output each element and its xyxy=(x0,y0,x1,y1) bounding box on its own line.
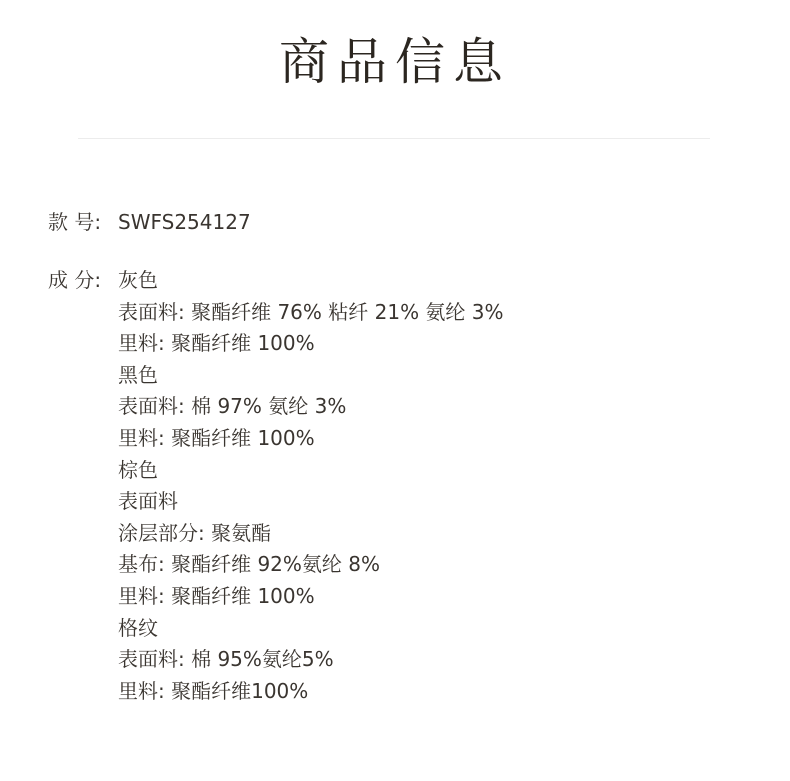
composition-line: 表面料 xyxy=(118,489,178,514)
composition-line: 里料: 聚酯纤维 100% xyxy=(118,583,315,608)
composition-line: 灰色 xyxy=(118,268,158,292)
title-divider xyxy=(78,138,710,139)
composition-line: 里料: 聚酯纤维 100% xyxy=(118,425,315,450)
composition-line: 基布: 聚酯纤维 92%氨纶 8% xyxy=(118,552,380,577)
composition-line: 表面料: 聚酯纤维 76% 粘纤 21% 氨纶 3% xyxy=(118,299,504,324)
style-number-value: SWFS254127 xyxy=(118,210,251,234)
composition-line: 里料: 聚酯纤维100% xyxy=(118,678,309,703)
composition-line: 黑色 xyxy=(118,362,158,387)
composition-line: 表面料: 棉 95%氨纶5% xyxy=(118,647,334,672)
composition-label: 成 分: xyxy=(48,268,102,292)
style-number-label: 款 号: xyxy=(48,210,102,234)
composition-list xyxy=(118,265,504,707)
style-number-row xyxy=(48,206,251,238)
composition-line: 涂层部分: 聚氨酯 xyxy=(118,520,272,545)
page-title: 商品信息 xyxy=(279,33,511,91)
composition-line: 格纹 xyxy=(118,615,158,640)
composition-line: 里料: 聚酯纤维 100% xyxy=(118,331,315,356)
composition-line: 表面料: 棉 97% 氨纶 3% xyxy=(118,394,347,419)
composition-line: 棕色 xyxy=(118,457,158,482)
